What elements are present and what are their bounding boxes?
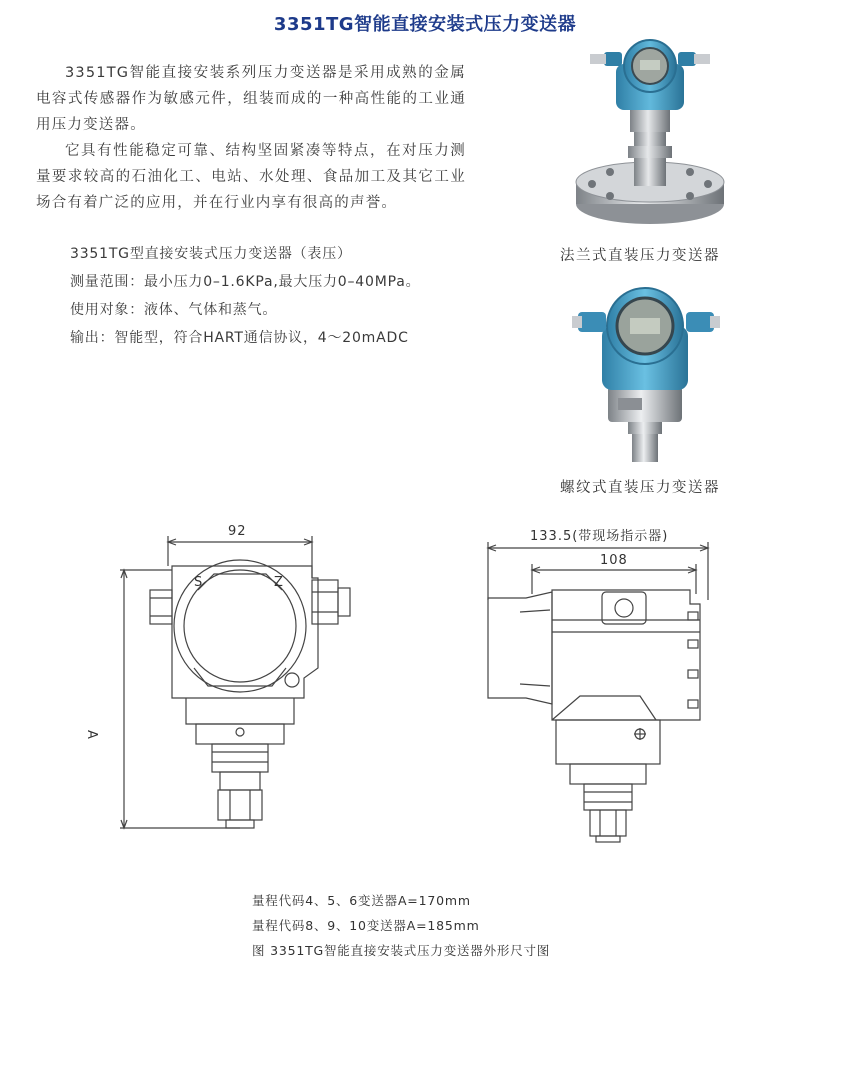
thread-transmitter-caption: 螺纹式直装压力变送器: [560, 480, 720, 496]
height-label: A: [84, 730, 99, 740]
front-mark-z: Z: [274, 575, 284, 590]
front-width-label: 92: [228, 524, 247, 539]
front-view-drawing: [80, 518, 380, 838]
side-view-drawing: [480, 520, 720, 850]
side-body-width-label: 108: [600, 553, 628, 568]
note-range-code-1: 量程代码4、5、6变送器A=170mm: [252, 893, 471, 908]
page-title: 3351TG智能直接安装式压力变送器: [273, 14, 577, 35]
flange-transmitter-caption: 法兰式直装压力变送器: [560, 248, 720, 264]
side-total-width-label: 133.5(带现场指示器): [530, 529, 669, 544]
note-range-code-2: 量程代码8、9、10变送器A=185mm: [252, 918, 480, 933]
flange-transmitter-photo: [570, 34, 730, 234]
spec-list: [70, 240, 470, 352]
thread-transmitter-photo: [572, 282, 722, 472]
drawing-notes: [252, 888, 550, 963]
intro-paragraph-1: 3351TG智能直接安装系列压力变送器是采用成熟的金属电容式传感器作为敏感元件，组装而成的一种高性能的工业通用压力变送器。: [36, 65, 466, 133]
spec-media: 使用对象：液体、气体和蒸气。: [70, 302, 278, 318]
spec-range: 测量范围：最小压力0–1.6KPa,最大压力0–40MPa。: [70, 274, 421, 290]
figure-caption: 图 3351TG智能直接安装式压力变送器外形尺寸图: [252, 943, 551, 958]
front-mark-s: S: [194, 575, 204, 590]
spec-output: 输出：智能型，符合HART通信协议，4～20mADC: [70, 330, 409, 346]
spec-model: 3351TG型直接安装式压力变送器（表压）: [70, 246, 352, 262]
intro-paragraph-2: 它具有性能稳定可靠、结构坚固紧凑等特点，在对压力测量要求较高的石油化工、电站、水处理、食品加工及其它工业场合有着广泛的应用，并在行业内享有很高的声誉。: [36, 143, 466, 211]
intro-text: [36, 60, 466, 216]
